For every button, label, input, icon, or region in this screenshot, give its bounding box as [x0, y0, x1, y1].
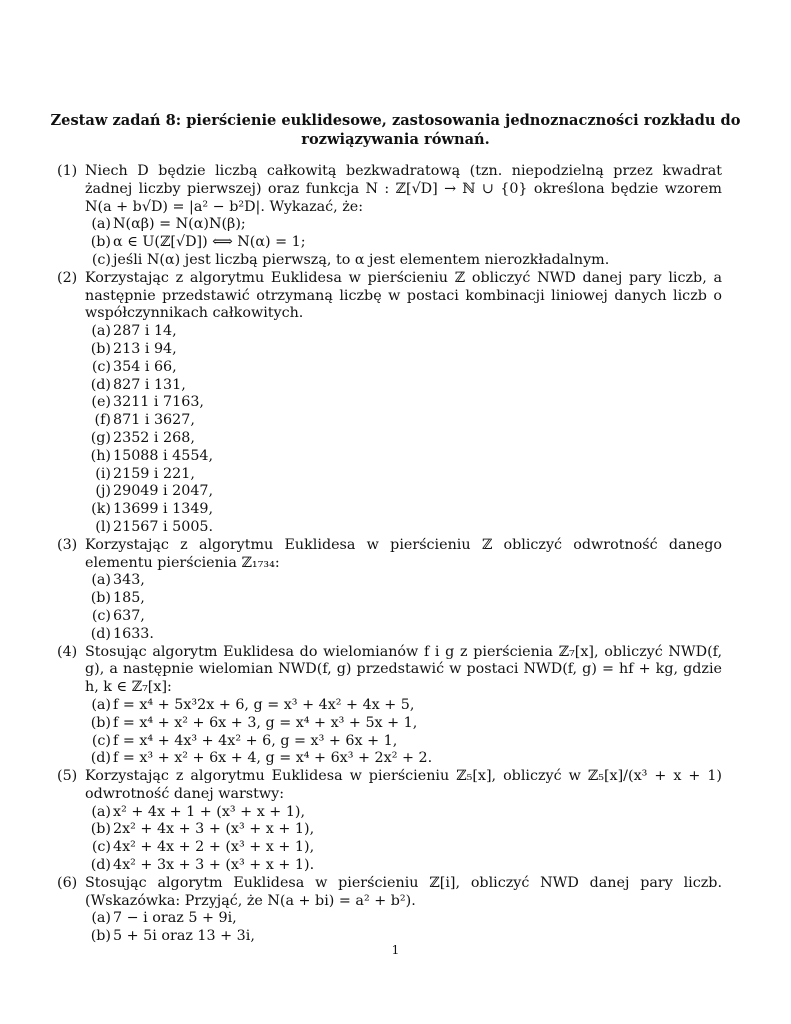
subproblem — [85, 323, 722, 341]
problem-number: (2) — [57, 269, 78, 286]
subproblem — [85, 483, 722, 501]
problem-number: (4) — [57, 643, 78, 660]
subproblem-text: 2352 i 268, — [113, 429, 195, 446]
subproblem-label: (a) — [91, 323, 111, 340]
subproblem-text: f = x⁴ + x² + 6x + 3, g = x⁴ + x³ + 5x + 1, — [113, 714, 418, 731]
problem-text: Korzystając z algorytmu Euklidesa w pierścieniu ℤ obliczyć odwrotność danego elementu pierścienia ℤ₁₇₃₄: — [85, 536, 722, 571]
subproblem — [85, 821, 722, 839]
subproblem — [85, 377, 722, 395]
subproblem-text: 4x² + 4x + 2 + (x³ + x + 1), — [113, 839, 315, 856]
subproblem-text: 2x² + 4x + 3 + (x³ + x + 1), — [113, 821, 315, 838]
subproblem-text: 29049 i 2047, — [113, 483, 214, 500]
problem — [57, 163, 722, 270]
subproblem — [85, 501, 722, 519]
problem — [57, 644, 722, 769]
subproblem-label: (g) — [90, 429, 111, 446]
subproblem-label: (h) — [90, 447, 111, 464]
subproblem-label: (e) — [91, 394, 111, 411]
subproblem-text: f = x⁴ + 4x³ + 4x² + 6, g = x³ + 6x + 1, — [113, 732, 398, 749]
subproblem — [85, 608, 722, 626]
subproblem — [85, 697, 722, 715]
subproblem-text: 7 − i oraz 5 + 9i, — [113, 910, 237, 927]
subproblem-label: (d) — [90, 857, 111, 874]
subproblem-label: (d) — [90, 376, 111, 393]
subproblem-label: (c) — [91, 607, 111, 624]
subproblem-label: (b) — [90, 928, 111, 945]
problem-text: Stosując algorytm Euklidesa do wielomianów f i g z pierścienia ℤ₇[x], obliczyć NWD(f, g), a następnie wielomian NWD(f, g) przedstawić w postaci NWD(f, g) = hf + kg, gdzie h, k ∈ ℤ₇[x]: — [85, 643, 722, 696]
subproblem-text: 3211 i 7163, — [113, 394, 204, 411]
subproblem-text: 185, — [113, 590, 145, 607]
subproblem-label: (a) — [91, 910, 111, 927]
subproblem-label: (c) — [91, 358, 111, 375]
subproblem — [85, 839, 722, 857]
subproblem — [85, 626, 722, 644]
subproblem — [85, 412, 722, 430]
subproblem-text: 2159 i 221, — [113, 465, 195, 482]
subproblem-text: 827 i 131, — [113, 376, 186, 393]
subproblem-text: x² + 4x + 1 + (x³ + x + 1), — [113, 803, 306, 820]
subproblem — [85, 430, 722, 448]
subproblem — [85, 519, 722, 537]
subproblem-text: 21567 i 5005. — [113, 518, 214, 535]
subproblem-label: (d) — [90, 750, 111, 767]
subproblem-label: (c) — [91, 251, 111, 268]
problem-number: (3) — [57, 536, 78, 553]
subproblem-label: (c) — [91, 839, 111, 856]
subproblem — [85, 359, 722, 377]
subproblem-text: 637, — [113, 607, 145, 624]
subproblem-text: α ∈ U(ℤ[√D]) ⟺ N(α) = 1; — [113, 234, 306, 251]
subproblem-label: (c) — [91, 732, 111, 749]
subproblem-text: f = x⁴ + 5x³2x + 6, g = x³ + 4x² + 4x + 5, — [113, 696, 415, 713]
subproblem-text: 354 i 66, — [113, 358, 177, 375]
page-number: 1 — [391, 943, 400, 957]
problem-list — [57, 163, 722, 946]
subproblem-label: (a) — [91, 803, 111, 820]
subproblem-label: (i) — [95, 465, 111, 482]
subproblem-text: 5 + 5i oraz 13 + 3i, — [113, 928, 255, 945]
subproblem-label: (a) — [91, 696, 111, 713]
subproblem — [85, 733, 722, 751]
subproblem — [85, 466, 722, 484]
subproblem — [85, 252, 722, 270]
subproblem — [85, 394, 722, 412]
problem-text: Stosując algorytm Euklidesa w pierścieniu ℤ[i], obliczyć NWD danej pary liczb. (Wskazówka: Przyjąć, że N(a + bi) = a² + b²). — [85, 874, 722, 909]
subproblem-text: 213 i 94, — [113, 340, 177, 357]
problem-number: (5) — [57, 768, 78, 785]
subproblem-label: (l) — [95, 518, 111, 535]
problem-text: Korzystając z algorytmu Euklidesa w pierścieniu ℤ₅[x], obliczyć w ℤ₅[x]/(x³ + x + 1) odwrotność danej warstwy: — [85, 768, 722, 802]
subproblem-text: 13699 i 1349, — [113, 501, 214, 518]
subproblem-text: 287 i 14, — [113, 323, 177, 340]
subproblem-label: (b) — [90, 714, 111, 731]
subproblem-label: (a) — [91, 216, 111, 233]
subproblem-text: 1633. — [113, 625, 154, 642]
subproblem — [85, 590, 722, 608]
subproblem-label: (b) — [90, 821, 111, 838]
subproblem-text: 343, — [113, 572, 145, 589]
problem-text: Korzystając z algorytmu Euklidesa w pierścieniu ℤ obliczyć NWD danej pary liczb, a następnie przedstawić otrzymaną liczbę w postaci kombinacji liniowej danych liczb o współczynnikach całkowitych. — [85, 269, 722, 322]
subproblem — [85, 448, 722, 466]
subproblem-label: (b) — [90, 234, 111, 251]
problem — [57, 768, 722, 875]
subproblem — [85, 750, 722, 768]
subproblem-label: (b) — [90, 340, 111, 357]
subproblem — [85, 715, 722, 733]
subproblem-text: jeśli N(α) jest liczbą pierwszą, to α jest elementem nierozkładalnym. — [113, 251, 610, 268]
problem-number: (6) — [57, 874, 78, 891]
subproblem-text: f = x³ + x² + 6x + 4, g = x⁴ + 6x³ + 2x² + 2. — [113, 750, 433, 767]
subproblem — [85, 341, 722, 359]
problem-text: Niech D będzie liczbą całkowitą bezkwadratową (tzn. niepodzielną przez kwadrat żadnej liczby pierwszej) oraz funkcja N : ℤ[√D] → ℕ ∪ {0} określona będzie wzorem N(a + b√D) = |a² − b²D|. Wykazać, że: — [85, 163, 722, 215]
subproblem-label: (f) — [94, 412, 111, 429]
subproblem-text: 871 i 3627, — [113, 412, 195, 429]
subproblem-text: 15088 i 4554, — [113, 447, 214, 464]
subproblem-label: (k) — [91, 501, 111, 518]
subproblem — [85, 910, 722, 928]
problem — [57, 270, 722, 537]
subproblem — [85, 234, 722, 252]
subproblem-text: N(αβ) = N(α)N(β); — [113, 216, 246, 233]
problem-number: (1) — [57, 163, 78, 179]
subproblem-text: 4x² + 3x + 3 + (x³ + x + 1). — [113, 857, 315, 874]
subproblem-label: (b) — [90, 590, 111, 607]
subproblem — [85, 216, 722, 234]
problem — [57, 537, 722, 644]
subproblem-label: (d) — [90, 625, 111, 642]
problem — [57, 875, 722, 946]
subproblem-label: (j) — [95, 483, 111, 500]
subproblem — [85, 857, 722, 875]
subproblem — [85, 572, 722, 590]
page-title: Zestaw zadań 8: pierścienie euklidesowe, zastosowania jednoznaczności rozkładu do rozwiązywania równań. — [50, 112, 741, 148]
subproblem — [85, 804, 722, 822]
subproblem-label: (a) — [91, 572, 111, 589]
